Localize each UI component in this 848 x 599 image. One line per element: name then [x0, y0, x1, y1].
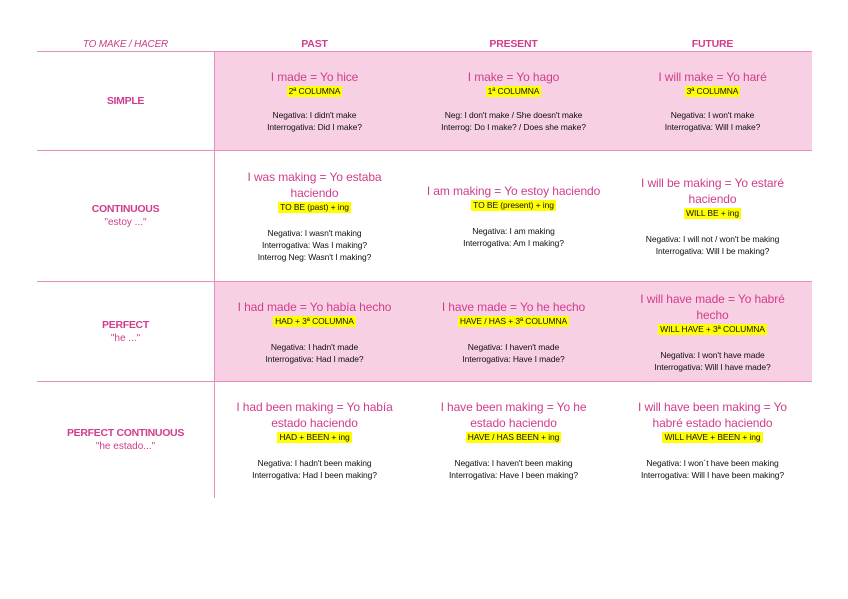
note-line: Negativa: I hadn't been making — [257, 458, 372, 468]
tense-notes — [646, 233, 779, 257]
cell-simple-future — [613, 52, 812, 150]
cell-simple-present — [414, 52, 613, 150]
cell-continuous-present — [414, 151, 613, 281]
row-label-perfect — [37, 282, 214, 381]
cell-perfect-future — [613, 282, 812, 381]
column-header-present: PRESENT — [489, 38, 538, 50]
row-label-perfect-continuous — [37, 382, 214, 498]
note-line: Neg: I don't make / She doesn't make — [444, 110, 583, 120]
note-line: Negativa: I haven't made — [467, 341, 560, 352]
note-line: Interrogativa: Will I have been making? — [640, 470, 785, 480]
note-line: Interrogativa: Have I been making? — [449, 470, 578, 480]
cell-continuous-past — [215, 151, 414, 281]
tense-formula: I will have been making = Yo habré estado haciendo — [638, 400, 787, 430]
row-translation: "he ..." — [110, 332, 141, 344]
note-line: Interrogativa: Am I making? — [463, 238, 564, 248]
tense-rule: HAVE / HAS + 3ª COLUMNA — [459, 315, 568, 326]
tense-rule: 2ª COLUMNA — [288, 86, 341, 96]
cell-continuous-future — [613, 151, 812, 281]
tense-rule: WILL HAVE + 3ª COLUMNA — [660, 323, 765, 334]
cell-perfect-past — [215, 282, 414, 381]
tense-rule: WILL BE + ing — [686, 208, 739, 218]
tense-formula: I was making = Yo estaba haciendo — [247, 170, 382, 200]
note-line: Negativa: I didn't make — [272, 110, 357, 120]
tense-formula: I make = Yo hago — [467, 70, 560, 84]
tense-rule: TO BE (past) + ing — [280, 202, 349, 212]
tense-formula: I will make = Yo haré — [658, 70, 767, 84]
tense-formula: I have made = Yo he hecho — [441, 299, 586, 314]
note-line: Interrogativa: Was I making? — [261, 240, 368, 250]
note-line: Interrogativa: Had I been making? — [252, 470, 377, 480]
tense-formula: I had been making = Yo había estado haciendo — [236, 400, 393, 430]
tense-formula: I had made = Yo había hecho — [237, 299, 392, 314]
tense-notes — [267, 109, 362, 133]
note-line: Interrogativa: Have I made? — [462, 353, 565, 364]
note-line: Interrog: Do I make? / Does she make? — [441, 122, 586, 132]
note-line: Negativa: I haven't been making — [454, 458, 573, 468]
note-line: Negativa: I will not / won't be making — [645, 234, 780, 244]
row-name: PERFECT — [102, 318, 149, 331]
tense-formula: I will be making = Yo estaré haciendo — [641, 176, 784, 206]
row-translation: "he estado..." — [95, 441, 156, 452]
tense-rule: WILL HAVE + BEEN + ing — [664, 432, 761, 442]
row-name: PERFECT CONTINUOUS — [66, 427, 185, 439]
row-name: CONTINUOUS — [91, 203, 160, 215]
tense-formula: I will have made = Yo habré hecho — [640, 291, 785, 322]
cell-perfect-present — [414, 282, 613, 381]
note-line: Negativa: I won't make — [670, 110, 755, 120]
tense-rule: TO BE (present) + ing — [473, 200, 554, 210]
column-header-past: PAST — [301, 38, 328, 50]
tense-rule: HAD + BEEN + ing — [279, 432, 350, 442]
note-line: Interrogativa: Had I made? — [265, 353, 364, 364]
note-line: Negativa: I am making — [472, 226, 555, 236]
tense-notes — [252, 457, 377, 481]
note-line: Interrogativa: Did I make? — [267, 122, 362, 132]
row-label-simple — [37, 52, 214, 150]
note-line: Interrogativa: Will I make? — [664, 122, 761, 132]
tense-notes — [654, 349, 770, 373]
tense-rule: HAD + 3ª COLUMNA — [275, 315, 354, 326]
tense-notes — [665, 109, 761, 133]
tense-formula: I made = Yo hice — [270, 70, 359, 84]
cell-simple-past — [215, 52, 414, 150]
note-line: Negativa: I hadn't made — [270, 341, 359, 352]
row-name: SIMPLE — [106, 95, 145, 107]
note-line: Interrogativa: Will I have made? — [654, 361, 771, 372]
corner-header: TO MAKE / HACER — [82, 39, 169, 50]
cell-perfect-continuous-present — [414, 382, 613, 498]
tense-rule: 3ª COLUMNA — [686, 86, 739, 96]
tense-notes — [463, 225, 564, 249]
tense-notes — [258, 227, 372, 263]
tense-notes — [449, 457, 578, 481]
note-line: Negativa: I won´t have been making — [646, 458, 779, 468]
tense-formula: I have been making = Yo he estado haciendo — [440, 400, 587, 430]
row-label-continuous — [37, 151, 214, 281]
tense-rule: HAVE / HAS BEEN + ing — [467, 432, 560, 442]
cell-perfect-continuous-future — [613, 382, 812, 498]
row-translation: "estoy ..." — [104, 217, 147, 228]
note-line: Negativa: I wasn't making — [267, 228, 362, 238]
column-header-future: FUTURE — [691, 38, 734, 50]
tense-notes — [265, 341, 363, 365]
tense-rule: 1ª COLUMNA — [487, 86, 540, 96]
note-line: Interrogativa: Will I be making? — [655, 246, 770, 256]
tense-notes — [441, 109, 586, 133]
tense-formula: I am making = Yo estoy haciendo — [426, 184, 601, 198]
tense-notes — [641, 457, 784, 481]
tense-notes — [462, 341, 564, 365]
cell-perfect-continuous-past — [215, 382, 414, 498]
note-line: Interrog Neg: Wasn't I making? — [257, 252, 372, 262]
note-line: Negativa: I won't have made — [660, 349, 765, 360]
